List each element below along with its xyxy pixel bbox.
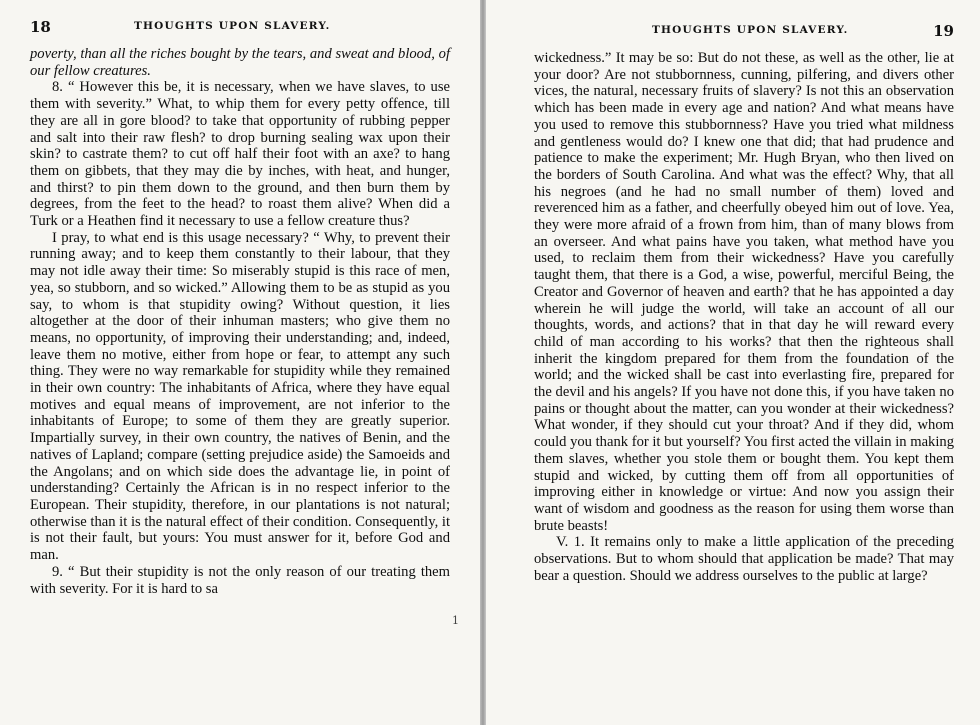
paragraph: wickedness.” It may be so: But do not these, as well as the other, lie at your door? Are not stubbornness, cunning, pilfering, and divers other vices, the natural, necessary fruits of slavery? Is not this an observation which has been made in every age and nation? And what means have you used to remove this stubbornness? Have you tried what mildness and gentleness would do? I knew one that did; that had prudence and patience to make the experiment; Mr. Hugh Bryan, who then lived on the borders of South Carolina. And what was the effect? Why, that all his negroes (and he had no small number of them) loved and reverenced him as a father, and cheerfully obeyed him out of love. Yea, they were more afraid of a frown from him, than of many blows from an overseer. And what pains have you taken, what method have you used, to reclaim them from their wickedness? Have you carefully taught them, that there is a God, a wise, powerful, merciful Being, the Creator and Governor of heaven and earth? that he has appointed a day wherein he will judge the world, will take an account of all our thoughts, words, and actions? that in that day he will reward every child of man according to his works? that then the righteous shall inherit the kingdom prepared for them from the foundation of the world; and the wicked shall be cast into everlasting fire, prepared for the devil and his angels? If you have not done this, if you have taken no pains or thought about the matter, can you wonder at their wickedness? What wonder, if they should cut your throat? And if they did, whom could you thank for it but yourself? You first acted the villain in making them slaves, whether you stole them or bought them. You kept them stupid and wicked, by cutting them off from all opportunities of improving either in knowledge or virtue: And now you assign their want of wisdom and goodness as the reason for using them worse than brute beasts! (534, 50, 954, 534)
right-page-header (534, 22, 954, 46)
right-page-body (534, 50, 954, 585)
paragraph: I pray, to what end is this usage necessary? “ Why, to prevent their running away; and to keep them constantly to their labour, that they may not idle away their time: So miserably stupid is this race of men, yea, so stubborn, and so wicked.” Allowing them to be as stupid as you say, to whom is that stupidity owing? Without question, it lies altogether at the door of their inhuman masters; who give them no means, no opportunity, of improving their understanding; and, indeed, leave them no motive, either from hope or fear, to attempt any such thing. They were no way remarkable for stupidity while they remained in their own country: The inhabitants of Africa, where they have equal motives and equal means of improvement, are not inferior to the inhabitants of Europe; to some of them they are greatly superior. Impartially survey, in their own country, the natives of Benin, and the natives of Lapland; compare (setting prejudice aside) the Samoeids and the Angolans; and on which side does the advantage lie, in point of understanding? Certainly the African is in no respect inferior to the European. Their stupidity, therefore, in our plantations is not natural; otherwise than it is the natural effect of their condition. Consequently, it is not their fault, but yours: You must answer for it, before God and man. (30, 229, 450, 564)
margin-mark: 1 (452, 614, 459, 627)
running-head: THOUGHTS UPON SLAVERY. (134, 20, 331, 32)
paragraph: poverty, than all the riches bought by the tears, and sweat and blood, of our fellow creatures. (30, 46, 450, 79)
page-number: 19 (933, 22, 954, 40)
right-page (486, 0, 980, 725)
paragraph: 8. “ However this be, it is necessary, when we have slaves, to use them with severity.” What, to whip them for every petty offence, till they are all in gore blood? to take that opportunity of rubbing pepper and salt into their raw flesh? to drop burning sealing wax upon their skin? to castrate them? to cut off half their foot with an axe? to hang them on gibbets, that they may die by inches, with heat, and hunger, and thirst? to pin them down to the ground, and then burn them by degrees, from the feet to the head? to roast them alive? When did a Turk or a Heathen find it necessary to use a fellow creature thus? (30, 79, 450, 230)
paragraph: V. 1. It remains only to make a little application of the preceding observations. But to whom should that application be made? That may bear a question. Should we address ourselves to the public at large? (534, 534, 954, 584)
left-page (0, 0, 480, 725)
running-head: THOUGHTS UPON SLAVERY. (652, 24, 849, 36)
left-page-header (30, 18, 450, 42)
paragraph: 9. “ But their stupidity is not the only reason of our treating them with severity. For it is hard to sa (30, 563, 450, 597)
page-number: 18 (30, 18, 51, 36)
left-page-body (30, 46, 450, 597)
